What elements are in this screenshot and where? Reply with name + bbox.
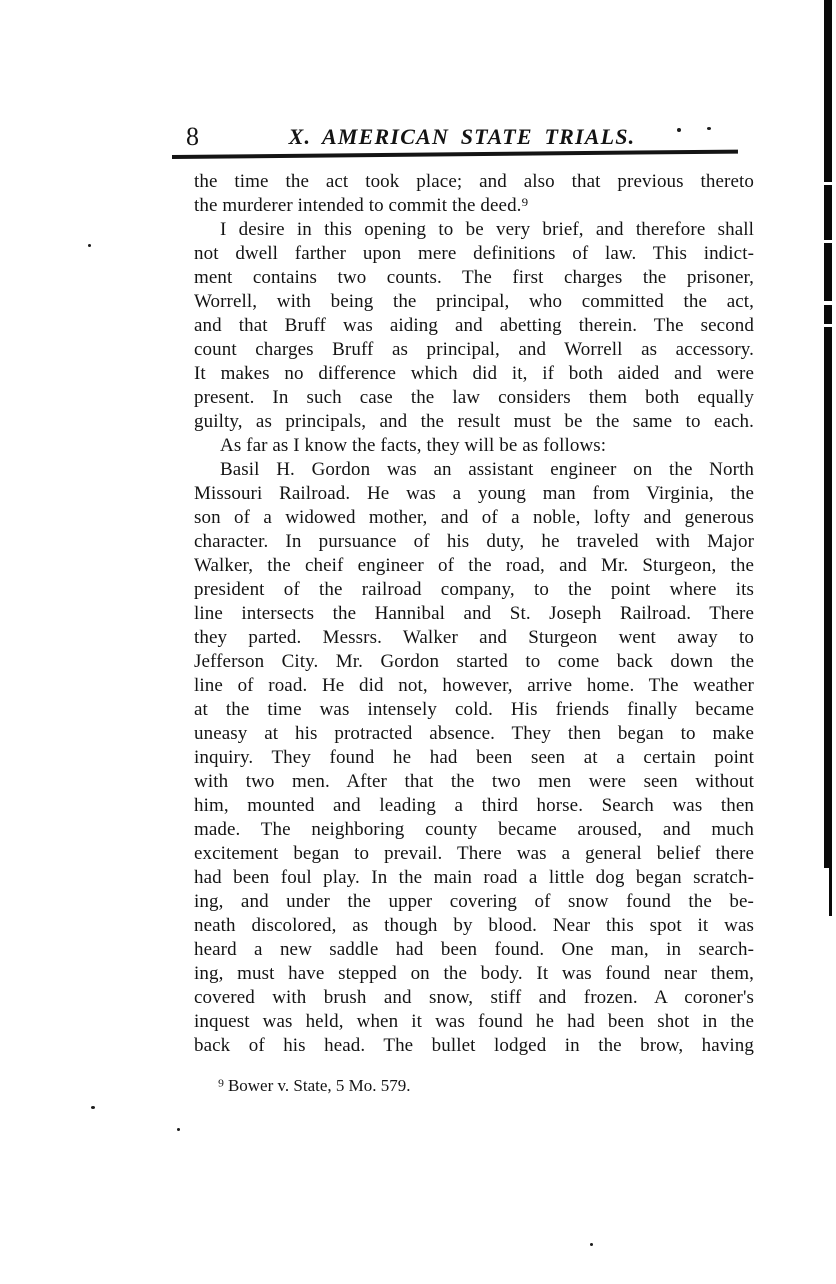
- footnote-marker: ⁹: [218, 1076, 224, 1095]
- text-line: son of a widowed mother, and of a noble, lofty and generous: [194, 507, 754, 528]
- text-line: It makes no difference which did it, if both aided and were: [194, 363, 754, 384]
- text-line: heard a new saddle had been found. One man, in search-: [194, 939, 754, 960]
- scan-edge-band-tail: [829, 868, 832, 916]
- paragraph: [194, 434, 754, 458]
- text-line: him, mounted and leading a third horse. Search was then: [194, 795, 754, 816]
- scan-speck: [88, 244, 91, 247]
- scan-band-gap: [824, 240, 832, 243]
- page-number: 8: [186, 122, 199, 151]
- text-line: Basil H. Gordon was an assistant engineer on the North: [220, 459, 754, 480]
- text-line: with two men. After that the two men were seen without: [194, 771, 754, 792]
- scan-speck: [177, 1128, 180, 1131]
- scan-band-gap: [824, 301, 832, 305]
- text-line: back of his head. The bullet lodged in the brow, having: [194, 1035, 754, 1056]
- paragraph: [194, 218, 754, 434]
- text-line: had been foul play. In the main road a little dog began scratch-: [194, 867, 754, 888]
- text-line: the murderer intended to commit the deed.⁹: [194, 195, 529, 216]
- text-line: character. In pursuance of his duty, he traveled with Major: [194, 531, 754, 552]
- text-line: Worrell, with being the principal, who committed the act,: [194, 291, 754, 312]
- text-line: they parted. Messrs. Walker and Sturgeon went away to: [194, 627, 754, 648]
- text-line: Missouri Railroad. He was a young man from Virginia, the: [194, 483, 754, 504]
- scan-band-gap: [824, 182, 832, 185]
- text-line: and that Bruff was aiding and abetting therein. The second: [194, 315, 754, 336]
- running-title: X. AMERICAN STATE TRIALS.: [288, 124, 636, 149]
- scan-band-gap: [824, 324, 832, 327]
- text-line: line of road. He did not, however, arrive home. The weather: [194, 675, 754, 696]
- scan-speck: [707, 127, 711, 130]
- page-body: [194, 170, 754, 1058]
- scan-speck: [91, 1106, 95, 1109]
- paragraph: [194, 458, 754, 1058]
- text-line: count charges Bruff as principal, and Worrell as accessory.: [194, 339, 754, 360]
- text-line: I desire in this opening to be very brief, and therefore shall: [220, 219, 754, 240]
- text-line: at the time was intensely cold. His friends finally became: [194, 699, 754, 720]
- text-line: line intersects the Hannibal and St. Joseph Railroad. There: [194, 603, 754, 624]
- text-line: Walker, the cheif engineer of the road, and Mr. Sturgeon, the: [194, 555, 754, 576]
- text-line: Jefferson City. Mr. Gordon started to come back down the: [194, 651, 754, 672]
- text-line: uneasy at his protracted absence. They then began to make: [194, 723, 754, 744]
- paragraph: [194, 170, 754, 218]
- text-line: ing, must have stepped on the body. It was found near them,: [194, 963, 754, 984]
- footnote: [194, 1075, 754, 1097]
- text-line: made. The neighboring county became aroused, and much: [194, 819, 754, 840]
- text-line: inquest was held, when it was found he had been shot in the: [194, 1011, 754, 1032]
- text-line: not dwell farther upon mere definitions of law. This indict-: [194, 243, 754, 264]
- text-line: neath discolored, as though by blood. Near this spot it was: [194, 915, 754, 936]
- text-line: president of the railroad company, to the point where its: [194, 579, 754, 600]
- text-line: covered with brush and snow, stiff and frozen. A coroner's: [194, 987, 754, 1008]
- text-line: present. In such case the law considers them both equally: [194, 387, 754, 408]
- footnote-text: Bower v. State, 5 Mo. 579.: [227, 1076, 411, 1095]
- text-line: excitement began to prevail. There was a general belief there: [194, 843, 754, 864]
- text-line: inquiry. They found he had been seen at a certain point: [194, 747, 754, 768]
- text-line: guilty, as principals, and the result must be the same to each.: [194, 411, 754, 432]
- scan-speck: [677, 128, 681, 132]
- scan-edge-band: [824, 0, 832, 868]
- scan-speck: [590, 1243, 593, 1246]
- text-line: the time the act took place; and also that previous thereto: [194, 171, 754, 192]
- text-line: As far as I know the facts, they will be as follows:: [220, 435, 607, 456]
- text-line: ing, and under the upper covering of snow found the be-: [194, 891, 754, 912]
- text-line: ment contains two counts. The first charges the prisoner,: [194, 267, 754, 288]
